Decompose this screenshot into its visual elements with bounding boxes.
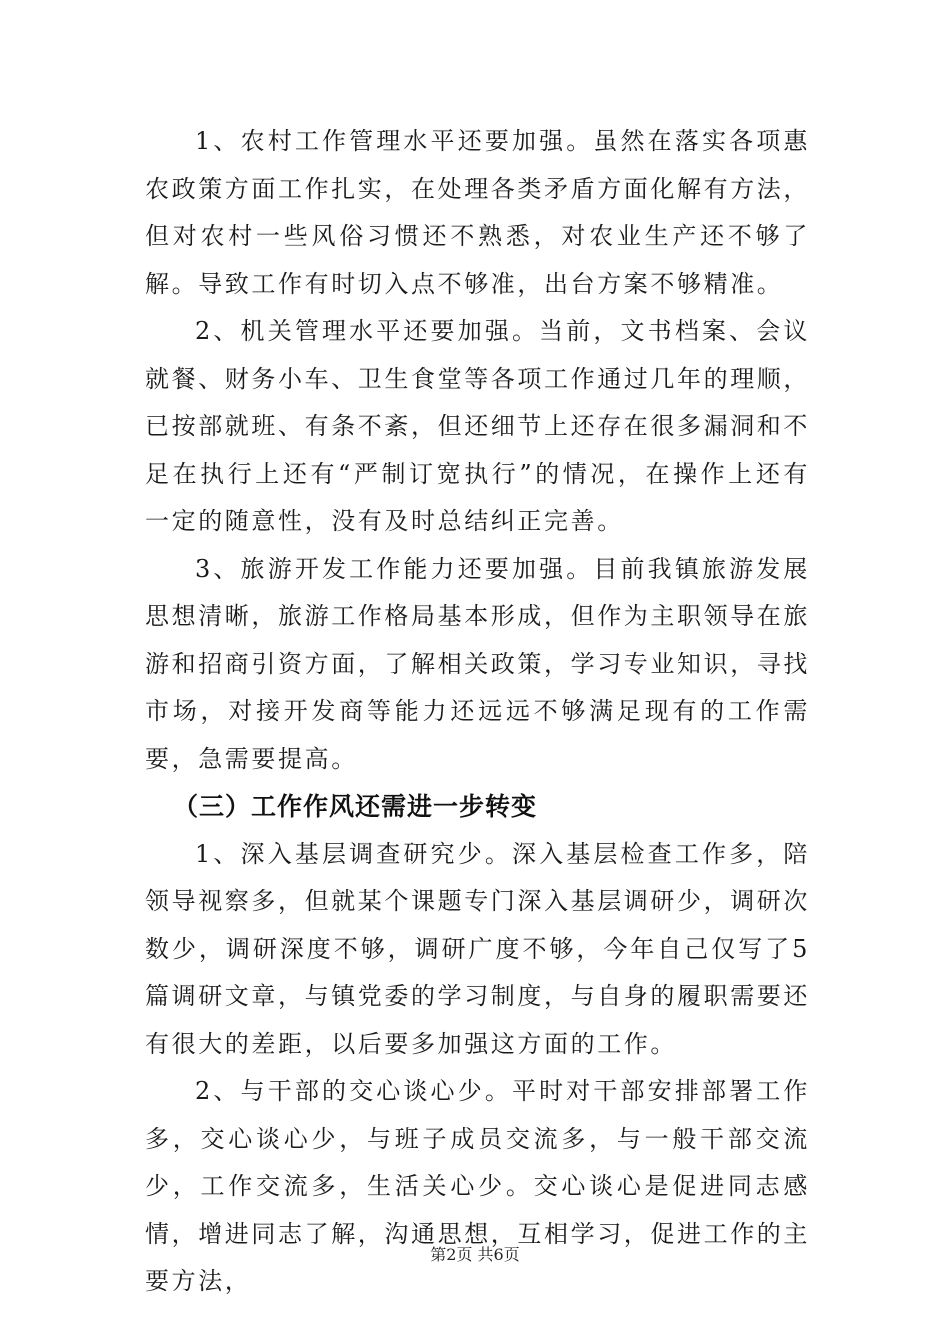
paragraph-tourism-development: 3、旅游开发工作能力还要加强。目前我镇旅游发展思想清晰，旅游工作格局基本形成，但作为主职领导在旅游和招商引资方面，了解相关政策，学习专业知识，寻找市场，对接开发商等能力还远远不够满足现有的工作需要，急需要提高。: [145, 554, 810, 773]
page-number-footer: 第2页 共6页: [430, 1245, 520, 1264]
paragraph-heart-to-heart-talks: 2、与干部的交心谈心少。平时对干部安排部署工作多，交心谈心少，与班子成员交流多，与一般干部交流少，工作交流多，生活关心少。交心谈心是促进同志感情，增进同志了解，沟通思想，互相学习，促进工作的主要方法，: [145, 1077, 810, 1295]
paragraph-office-management: 2、机关管理水平还要加强。当前，文书档案、会议就餐、财务小车、卫生食堂等各项工作通过几年的理顺，已按部就班、有条不紊，但还细节上还存在很多漏洞和不足在执行上还有“严制订宽执行”的情况，在操作上还有一定的随意性，没有及时总结纠正完善。: [145, 317, 810, 535]
paragraph-grassroots-research: 1、深入基层调查研究少。深入基层检查工作多，陪领导视察多，但就某个课题专门深入基层调研少，调研次数少，调研深度不够，调研广度不够，今年自己仅写了5篇调研文章，与镇党委的学习制度，与自身的履职需要还有很大的差距，以后要多加强这方面的工作。: [145, 839, 810, 1058]
paragraph-rural-work: 1、农村工作管理水平还要加强。虽然在落实各项惠农政策方面工作扎实，在处理各类矛盾方面化解有方法，但对农村一些风俗习惯还不熟悉，对农业生产还不够了解。导致工作有时切入点不够准，出台方案不够精准。: [145, 127, 810, 298]
section-heading-work-style: （三）工作作风还需进一步转变: [173, 792, 538, 821]
document-body: [145, 118, 810, 1306]
